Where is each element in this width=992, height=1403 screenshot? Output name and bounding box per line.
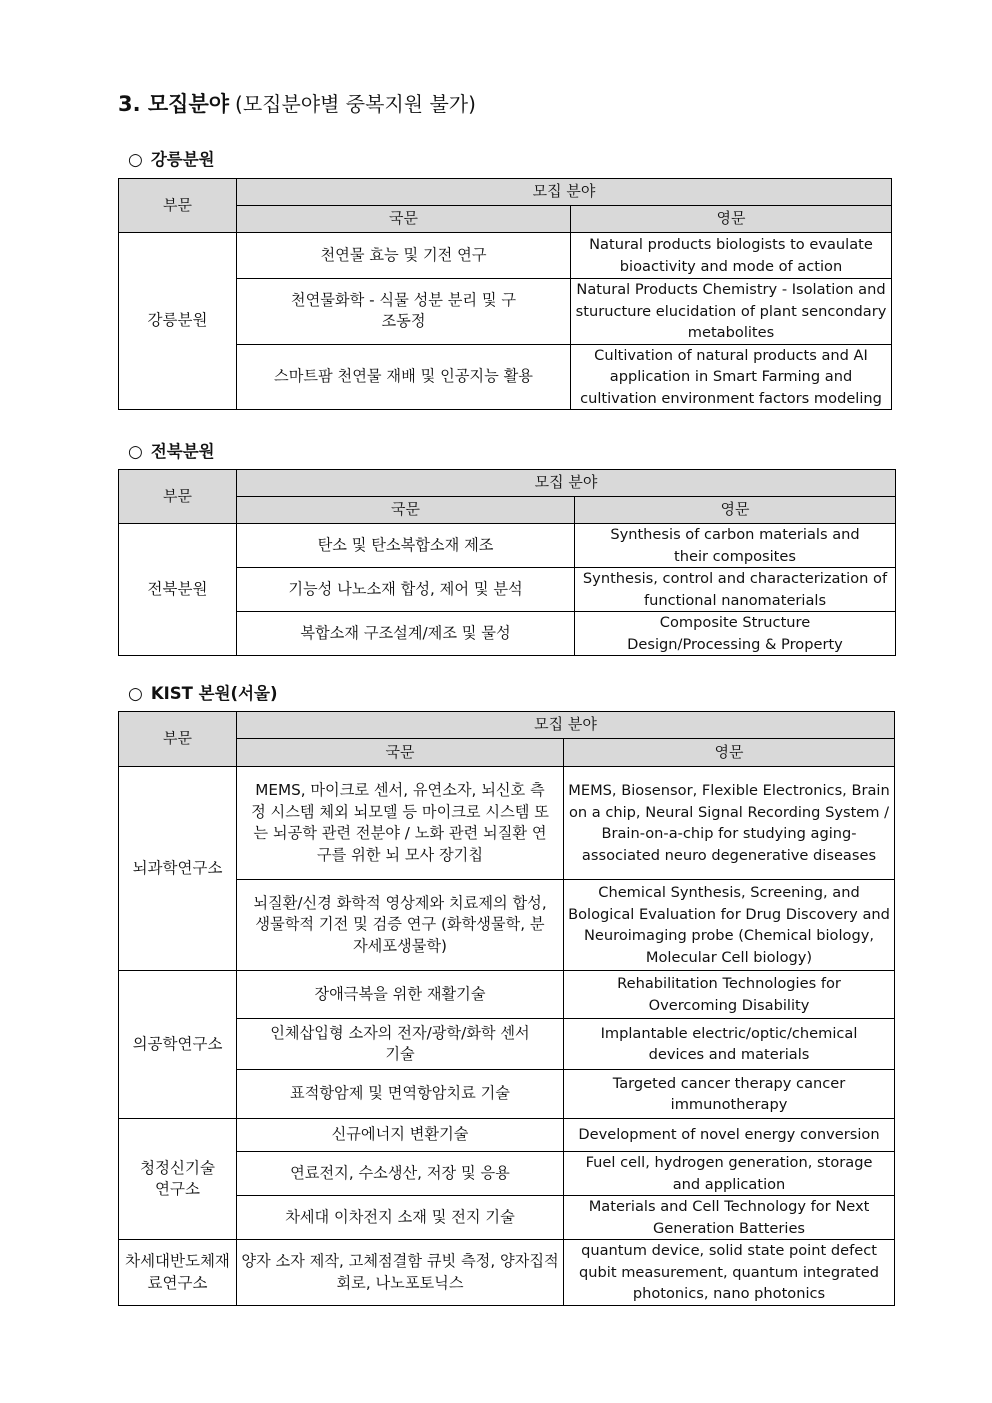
header-korean: 국문: [237, 206, 571, 233]
header-field: 모집 분야: [237, 179, 892, 206]
field-english: Natural Products Chemistry - Isolation and sturucture elucidation of plant sencondary metabolites: [571, 279, 892, 345]
title-note: (모집분야별 중복지원 불가): [235, 92, 476, 116]
field-korean: 차세대 이차전지 소재 및 전지 기술: [237, 1196, 564, 1240]
title-number: 3. 모집분야: [118, 92, 230, 116]
section-heading-gangneung: ○ 강릉분원: [128, 150, 215, 170]
field-english: Materials and Cell Technology for Next Generation Batteries: [564, 1196, 895, 1240]
field-english: Synthesis, control and characterization of functional nanomaterials: [575, 568, 896, 612]
field-korean: 뇌질환/신경 화학적 영상제와 치료제의 합성, 생물학적 기전 및 검증 연구 (화학생물학, 분자세포생물학): [237, 880, 564, 971]
field-english: Implantable electric/optic/chemical devices and materials: [564, 1019, 895, 1070]
field-english: Development of novel energy conversion: [564, 1119, 895, 1152]
page-title: [118, 88, 476, 118]
field-korean: 복합소재 구조설계/제조 및 물성: [237, 612, 575, 656]
field-english: Targeted cancer therapy cancer immunotherapy: [564, 1070, 895, 1119]
division-cell: 강릉분원: [119, 233, 237, 410]
header-english: 영문: [575, 497, 896, 524]
field-korean: 표적항암제 및 면역항암치료 기술: [237, 1070, 564, 1119]
field-english: MEMS, Biosensor, Flexible Electronics, Brain on a chip, Neural Signal Recording System / Brain-on-a-chip for studying aging-associated neuro degenerative diseases: [564, 767, 895, 880]
field-korean: 기능성 나노소재 합성, 제어 및 분석: [237, 568, 575, 612]
field-english: Rehabilitation Technologies for Overcoming Disability: [564, 971, 895, 1019]
circle-bullet-icon: ○: [128, 442, 143, 462]
header-english: 영문: [564, 739, 895, 767]
field-korean: 천연물화학 - 식물 성분 분리 및 구조동정: [237, 279, 571, 345]
division-cell: 차세대반도체재료연구소: [119, 1240, 237, 1306]
division-cell: 뇌과학연구소: [119, 767, 237, 971]
header-korean: 국문: [237, 739, 564, 767]
table-kist-seoul: [118, 711, 895, 1306]
field-korean: 인체삽입형 소자의 전자/광학/화학 센서 기술: [237, 1019, 564, 1070]
field-korean: 신규에너지 변환기술: [237, 1119, 564, 1152]
field-english: Fuel cell, hydrogen generation, storage and application: [564, 1152, 895, 1196]
field-english: Chemical Synthesis, Screening, and Bological Evaluation for Drug Discovery and Neuroimaging probe (Chemical biology, Molecular Cell biology): [564, 880, 895, 971]
field-korean: 스마트팜 천연물 재배 및 인공지능 활용: [237, 344, 571, 410]
field-english: Synthesis of carbon materials and their composites: [575, 524, 896, 568]
field-english: Cultivation of natural products and AI application in Smart Farming and cultivation environment factors modeling: [571, 344, 892, 410]
field-english: Natural products biologists to evaulate bioactivity and mode of action: [571, 233, 892, 279]
header-english: 영문: [571, 206, 892, 233]
table-jeonbuk: [118, 469, 896, 656]
section-heading-kist-seoul: ○ KIST 본원(서울): [128, 684, 278, 704]
field-english: Composite Structure Design/Processing & Property: [575, 612, 896, 656]
field-korean: 장애극복을 위한 재활기술: [237, 971, 564, 1019]
field-korean: 연료전지, 수소생산, 저장 및 응용: [237, 1152, 564, 1196]
header-division: 부문: [119, 470, 237, 524]
section-heading-jeonbuk: ○ 전북분원: [128, 442, 215, 462]
header-korean: 국문: [237, 497, 575, 524]
header-field: 모집 분야: [237, 470, 896, 497]
header-field: 모집 분야: [237, 712, 895, 739]
table-gangneung: [118, 178, 892, 410]
field-korean: MEMS, 마이크로 센서, 유연소자, 뇌신호 측정 시스템 체외 뇌모델 등 마이크로 시스템 또는 뇌공학 관련 전분야 / 노화 관련 뇌질환 연구를 위한 뇌 모사 장기칩: [237, 767, 564, 880]
field-english: quantum device, solid state point defect qubit measurement, quantum integrated photonics, nano photonics: [564, 1240, 895, 1306]
circle-bullet-icon: ○: [128, 684, 143, 704]
division-cell: 의공학연구소: [119, 971, 237, 1119]
field-korean: 탄소 및 탄소복합소재 제조: [237, 524, 575, 568]
circle-bullet-icon: ○: [128, 150, 143, 170]
header-division: 부문: [119, 712, 237, 767]
division-cell: 청정신기술연구소: [119, 1119, 237, 1240]
header-division: 부문: [119, 179, 237, 233]
field-korean: 천연물 효능 및 기전 연구: [237, 233, 571, 279]
field-korean: 양자 소자 제작, 고체점결함 큐빗 측정, 양자집적회로, 나노포토닉스: [237, 1240, 564, 1306]
division-cell: 전북분원: [119, 524, 237, 656]
